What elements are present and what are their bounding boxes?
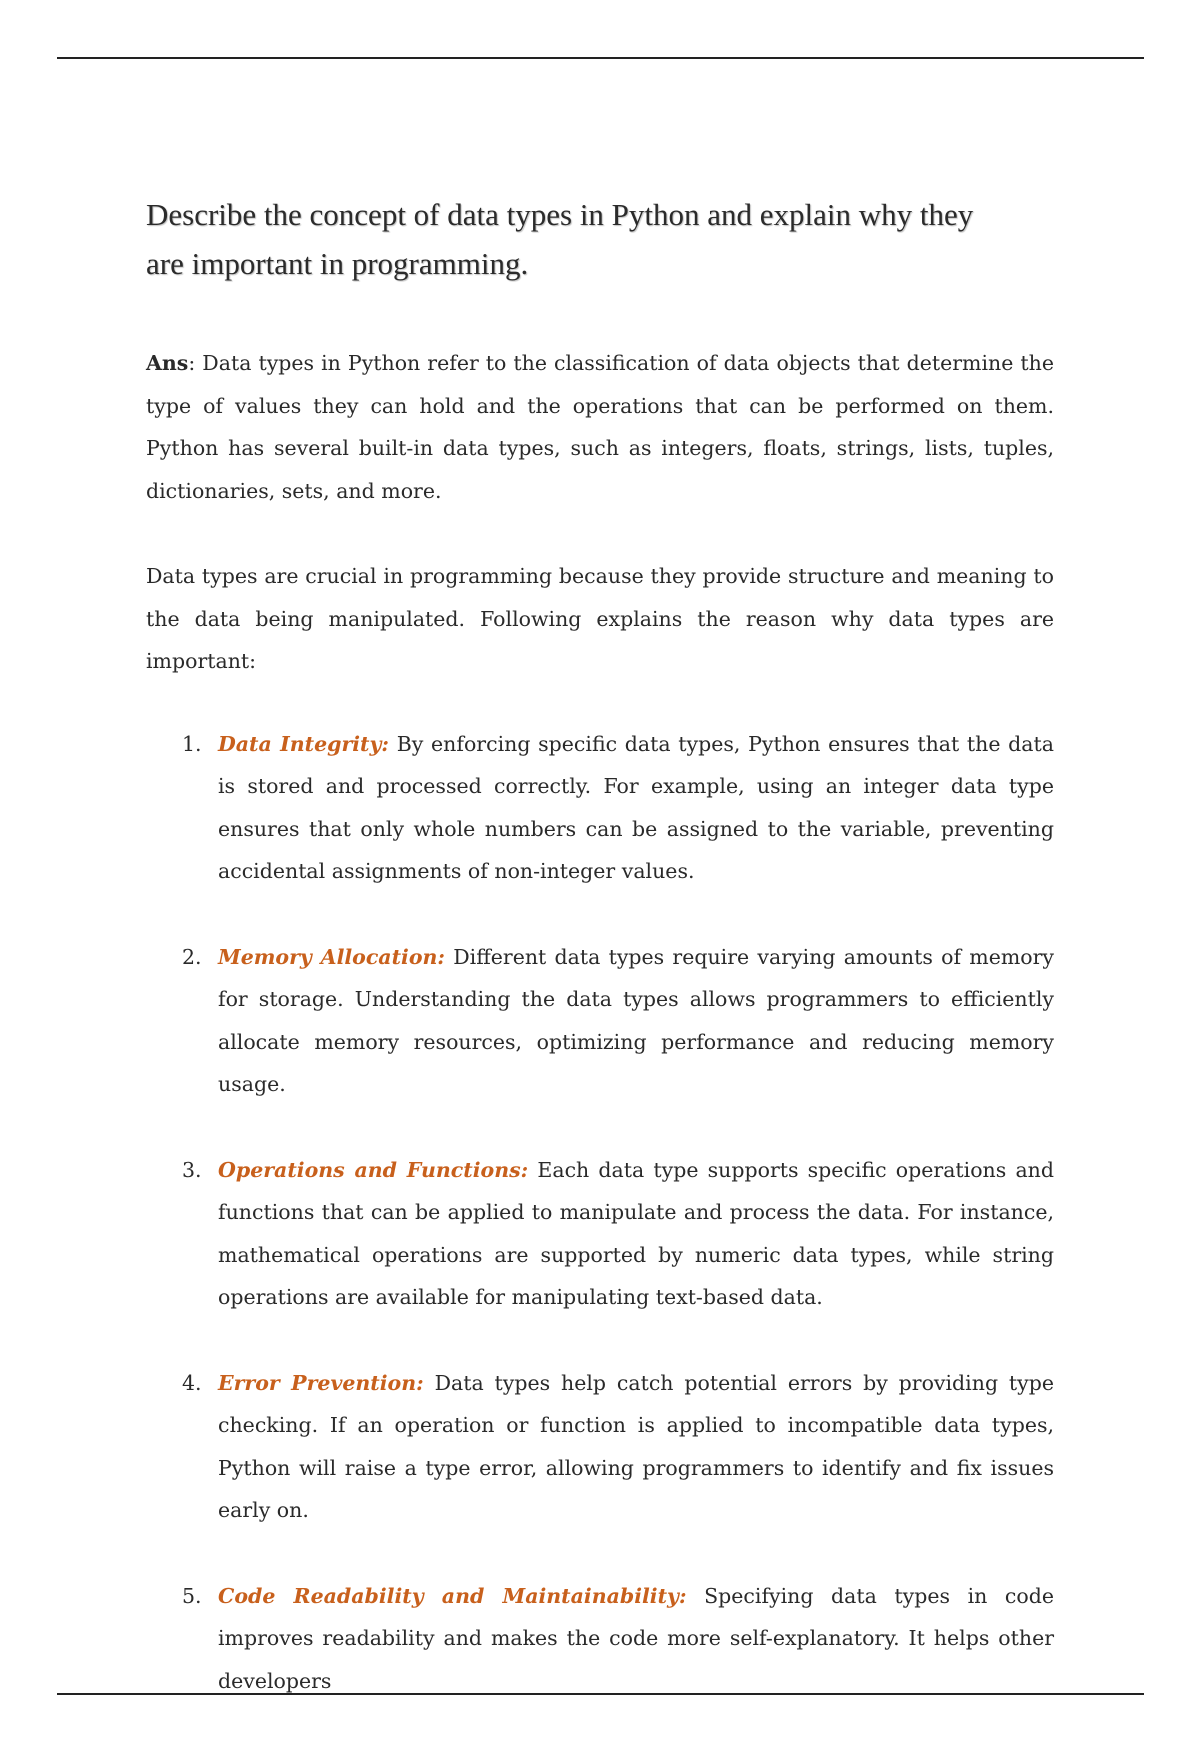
list-number: 2. [182,944,202,969]
reason-text: By enforcing specific data types, Python ensures that the data is stored and processed correctly. For example, using an integer data type ensures that only whole numbers can be assigned to the variable, preventing accidental assignments of non-integer values. [218,731,1054,883]
document-body [146,190,1054,1745]
question-title: Describe the concept of data types in Python and explain why they are important in programming. [146,197,974,281]
reason-term: Memory Allocation: [218,944,445,969]
list-number: 1. [182,731,202,756]
reason-term: Operations and Functions: [218,1157,529,1182]
list-item [146,1362,1054,1532]
top-rule [57,57,1144,59]
list-item [146,1149,1054,1319]
bottom-rule [57,1693,1144,1695]
reason-term: Error Prevention: [218,1370,424,1395]
reason-text: Each data type supports specific operations and functions that can be applied to manipulate and process the data. For instance, mathematical operations are supported by numeric data types, while string operations are available for manipulating text-based data. [218,1157,1054,1309]
reason-text: Different data types require varying amounts of memory for storage. Understanding the data types allows programmers to efficiently allocate memory resources, optimizing performance and reducing memory usage. [218,944,1054,1096]
list-item [146,936,1054,1106]
reason-term: Data Integrity: [218,731,389,756]
list-number: 3. [182,1157,202,1182]
answer-text: : Data types in Python refer to the classification of data objects that determine the type of values they can hold and the operations that can be performed on them. Python has several built-in data types, such as integers, floats, strings, lists, tuples, dictionaries, sets, and more. [146,351,1054,503]
reason-term: Code Readability and Maintainability: [218,1583,687,1608]
answer-paragraph [146,342,1054,512]
list-item [146,723,1054,893]
list-number: 5. [182,1583,202,1608]
list-item [146,1575,1054,1703]
list-number: 4. [182,1370,202,1395]
reason-text: Specifying data types in code improves readability and makes the code more self-explanatory. It helps other developers [218,1583,1054,1693]
intro-paragraph: Data types are crucial in programming because they provide structure and meaning to the data being manipulated. Following explains the reason why data types are important: [146,564,1054,673]
answer-label: Ans [146,351,189,375]
reason-text: Data types help catch potential errors by providing type checking. If an operation or function is applied to incompatible data types, Python will raise a type error, allowing programmers to identify and fix issues early on. [218,1370,1054,1522]
reasons-list [146,723,1054,1703]
